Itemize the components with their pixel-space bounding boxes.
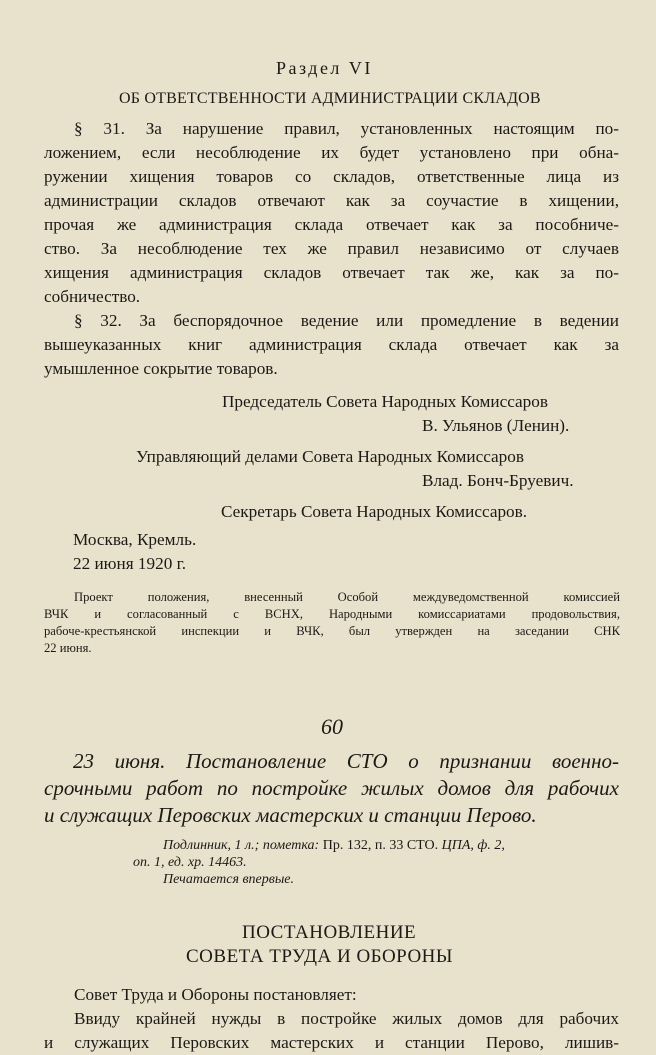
decree-intro: Совет Труда и Обороны постановляет: — [74, 985, 357, 1004]
source-line — [163, 838, 505, 854]
text-line: администрации складов отвечают как за соучастие в хищении, — [44, 191, 619, 210]
text-line: ружении хищения товаров со складов, ответственные лица из — [44, 167, 619, 186]
text-line: ство. За несоблюдение тех же правил независимо от случаев — [44, 239, 619, 258]
text-line: ложением, если несоблюдение их будет установлено при обна- — [44, 143, 619, 162]
text-line: умышленное сокрытие товаров. — [44, 359, 278, 378]
date: 22 июня 1920 г. — [73, 554, 187, 573]
published-note: Печатается впервые. — [163, 872, 295, 887]
section-title: Раздел VI — [276, 58, 373, 78]
note-line: ВЧК и согласованный с ВСНХ, Народными комиссариатами продовольствия, — [44, 607, 620, 621]
title-line: и служащих Перовских мастерских и станции Перово. — [44, 803, 537, 827]
source-line-2: оп. 1, ед. хр. 14463. — [133, 855, 247, 870]
decree-line: и служащих Перовских мастерских и станции Перово, лишив- — [44, 1033, 619, 1052]
place: Москва, Кремль. — [73, 530, 197, 549]
text-line: § 31. За нарушение правил, установленных настоящим по- — [74, 119, 619, 138]
text-line: хищения администрация складов отвечает так же, как за по- — [44, 263, 619, 282]
title-line: 23 июня. Постановление СТО о признании военно- — [73, 749, 619, 773]
section-heading: ОБ ОТВЕТСТВЕННОСТИ АДМИНИСТРАЦИИ СКЛАДОВ — [119, 90, 541, 107]
document-number: 60 — [321, 714, 343, 739]
text-line: § 32. За беспорядочное ведение или промедление в ведении — [74, 311, 619, 330]
text-line: собничество. — [44, 287, 141, 306]
chair-name: В. Ульянов (Ленин). — [422, 416, 570, 435]
note-line: 22 июня. — [44, 641, 92, 655]
secretary-title: Секретарь Совета Народных Комиссаров. — [221, 502, 528, 521]
decree-title: ПОСТАНОВЛЕНИЕ — [242, 922, 417, 943]
note-line: Проект положения, внесенный Особой междуведомственной комиссией — [74, 590, 620, 604]
source-archive: ЦПА, ф. 2, — [441, 838, 505, 853]
text-line: прочая же администрация склада отвечает как за пособниче- — [44, 215, 619, 234]
source-label: Подлинник, 1 л.; пометка: — [163, 838, 320, 853]
decree-subtitle: СОВЕТА ТРУДА И ОБОРОНЫ — [186, 946, 453, 967]
title-line: срочными работ по постройке жилых домов для рабочих — [44, 776, 619, 800]
manager-title: Управляющий делами Совета Народных Комиссаров — [136, 447, 524, 466]
decree-line: Ввиду крайней нужды в постройке жилых домов для рабочих — [74, 1009, 619, 1028]
source-mark: Пр. 132, п. 33 СТО. — [322, 838, 439, 853]
text-line: вышеуказанных книг администрация склада отвечает как за — [44, 335, 619, 354]
manager-name: Влад. Бонч-Бруевич. — [422, 471, 574, 490]
note-line: рабоче-крестьянской инспекции и ВЧК, был утвержден на заседании СНК — [44, 624, 620, 638]
chair-title: Председатель Совета Народных Комиссаров — [222, 392, 548, 411]
